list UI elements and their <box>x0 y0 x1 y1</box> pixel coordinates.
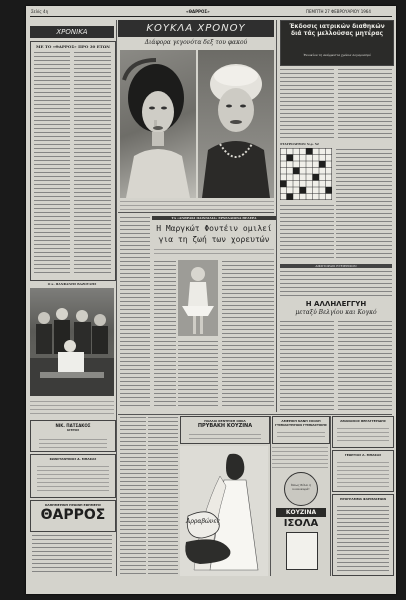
bridal-ad-script: Αρραβώνες <box>186 518 221 525</box>
kouzina-name: ΙΣΟΛΑ <box>283 518 319 529</box>
bridal-ad-illustration <box>180 446 268 576</box>
photo-caption: Ο κ. ΦΑΝΦΑΝΗΣ ΒΑΖΟΥΛΗΣ <box>47 282 97 286</box>
school-ad-name: ΓΥΜΝΑΣΤΗΡΙΟΝ ΓΥΜΝΑΣΤΙΚΗΣ <box>275 423 327 427</box>
right-doctor-name: ΓΕΩΡΓΙΟΣ Α. ΜΠΑΚΑΣ <box>344 453 382 457</box>
issue-date: ΠΕΜΠΤΗ 27 ΦΕΒΡΟΥΑΡΙΟΥ 1964 <box>306 9 371 14</box>
pharmacy-title: ΠΡΟΓΡΑΜΜΑ ΦΑΡΜΑΚΕΙΩΝ <box>340 497 386 501</box>
kitchen-ad-name: ΠΡΥΒΑΚΗ ΚΟΥΖΙΝΑ <box>197 423 253 429</box>
right-header-title: Έκδοσις ιατρικών διαθηκών διά τάς μελλούσας μητέρας <box>289 23 385 37</box>
group-photo <box>30 288 114 396</box>
paper-ad <box>30 500 116 532</box>
masthead: «ΘΑΡΡΟΣ» <box>186 9 210 14</box>
school-ad <box>272 416 330 444</box>
dancer-figure <box>178 260 218 336</box>
feature-subtitle: Διάφορα γεγονότα δεξ του φακού <box>144 39 248 46</box>
feature-headline-1: Η Μαργκώτ Φοντέιν ομιλεί <box>156 224 272 233</box>
feature-header: ΤΑ «ΑΝΘΡΑΚΙ ΠΑΙΧΝΙΔΙΑ» ΕΡΧΕΔΑΙΩΝΑ ΘΕΛΕΡΑ <box>152 216 276 220</box>
right-doctor-ad <box>332 450 394 492</box>
kitchen-ad-header: ΠΑΛΑΙΑ ΚΕΝΤΡΙΚΗ ΟΙΚΙΑ <box>204 419 246 423</box>
news-title-2: μεταξύ Βελγίου και Κογκό <box>295 309 377 316</box>
right-header-box <box>280 20 394 66</box>
kouzina-brand: ΚΟΥΖΙΝΑ <box>276 508 326 517</box>
kitchen-ad <box>180 416 270 444</box>
feature-headline-2: για τη ζωή των χορευτών <box>158 235 270 244</box>
doctor2-ad <box>30 454 116 498</box>
doctor-ad-name: ΝΙΚ. ΠΑΤΣΑΚΟΣ <box>55 423 91 428</box>
doctor-ad <box>30 420 116 452</box>
paper-ad-label: ΚΑΘΗΜΕΡΙΝΗ ΠΡΩΙΝΗ ΕΦΗΜΕΡΙΣ <box>44 503 102 507</box>
portrait-photo-right <box>198 50 274 198</box>
bridal-ad <box>180 446 268 576</box>
page-number: Σελίς 4η <box>31 9 49 14</box>
pharmacy-ad <box>332 494 394 576</box>
left-bottom-text <box>32 534 112 574</box>
pediatric-ad-name: ΑΘΑΝΑΣΙΟΣ ΒΕΡΑΓΓΕΡΙΔΗΣ <box>340 419 386 423</box>
feature-banner: ΚΟΥΚΛΑ ΧΡΟΝΟΥ <box>118 20 274 37</box>
paper-ad-title: ΘΑΡΡΟΣ <box>40 507 106 523</box>
doctor-ad-specialty: ΙΑΤΡΟΣ <box>66 428 80 432</box>
pediatric-ad <box>332 416 394 448</box>
photo-text <box>30 400 114 416</box>
portrait-photo-left <box>120 50 196 198</box>
newspaper-page <box>26 6 396 594</box>
schedule-column <box>120 216 150 406</box>
kouzina-badge: Όπως θέλει η νοικοκυρά! <box>284 472 318 506</box>
right-mid-header: ΑΙΚΙΓΙΟΡΑΣΙ ΕΓΕΙΕΡΙΚΟΝ <box>280 264 392 268</box>
kouzina-ad <box>276 472 326 572</box>
kouzina-box-icon <box>286 532 318 570</box>
crossword-title: ΣΤΑΥΡΟΛΕΞΟΝ Ν.ρ. 52 <box>280 142 319 146</box>
listing-column <box>120 416 146 574</box>
dancer-photo <box>178 260 218 336</box>
section-header: ΧΡΟΝΙΚΑ <box>30 26 114 38</box>
news-title-1: Η ΑΛΛΗΛΕΓΓΥΗ <box>305 300 367 308</box>
group-photo-figures <box>30 288 114 396</box>
listing-column-2 <box>148 416 178 574</box>
header-rule <box>30 16 392 17</box>
crossword-grid <box>280 148 332 200</box>
portrait-left-figure <box>120 50 196 198</box>
portrait-right-figure <box>198 50 274 198</box>
portrait-caption <box>120 200 274 210</box>
history-text-col1 <box>34 51 70 276</box>
doctor2-ad-name: ΚΩΝΣΤΑΝΤΙΝΟΣ Δ. ΜΠΑΚΑΣ <box>49 457 97 461</box>
school-ad-header: ΑΜΕΡΙΚΗ ΝΑΝΗ ΣΧΟΛΗ <box>281 419 321 423</box>
history-box-title: ΜΕ ΤΟ «ΘΑΡΡΟΣ» ΠΡΟ 30 ΕΤΩΝ <box>36 44 110 49</box>
history-text-col2 <box>74 51 111 276</box>
right-header-subtitle: Ένοικίου τη ανάρμοστα χρόνια λογαριασμό <box>303 53 371 57</box>
